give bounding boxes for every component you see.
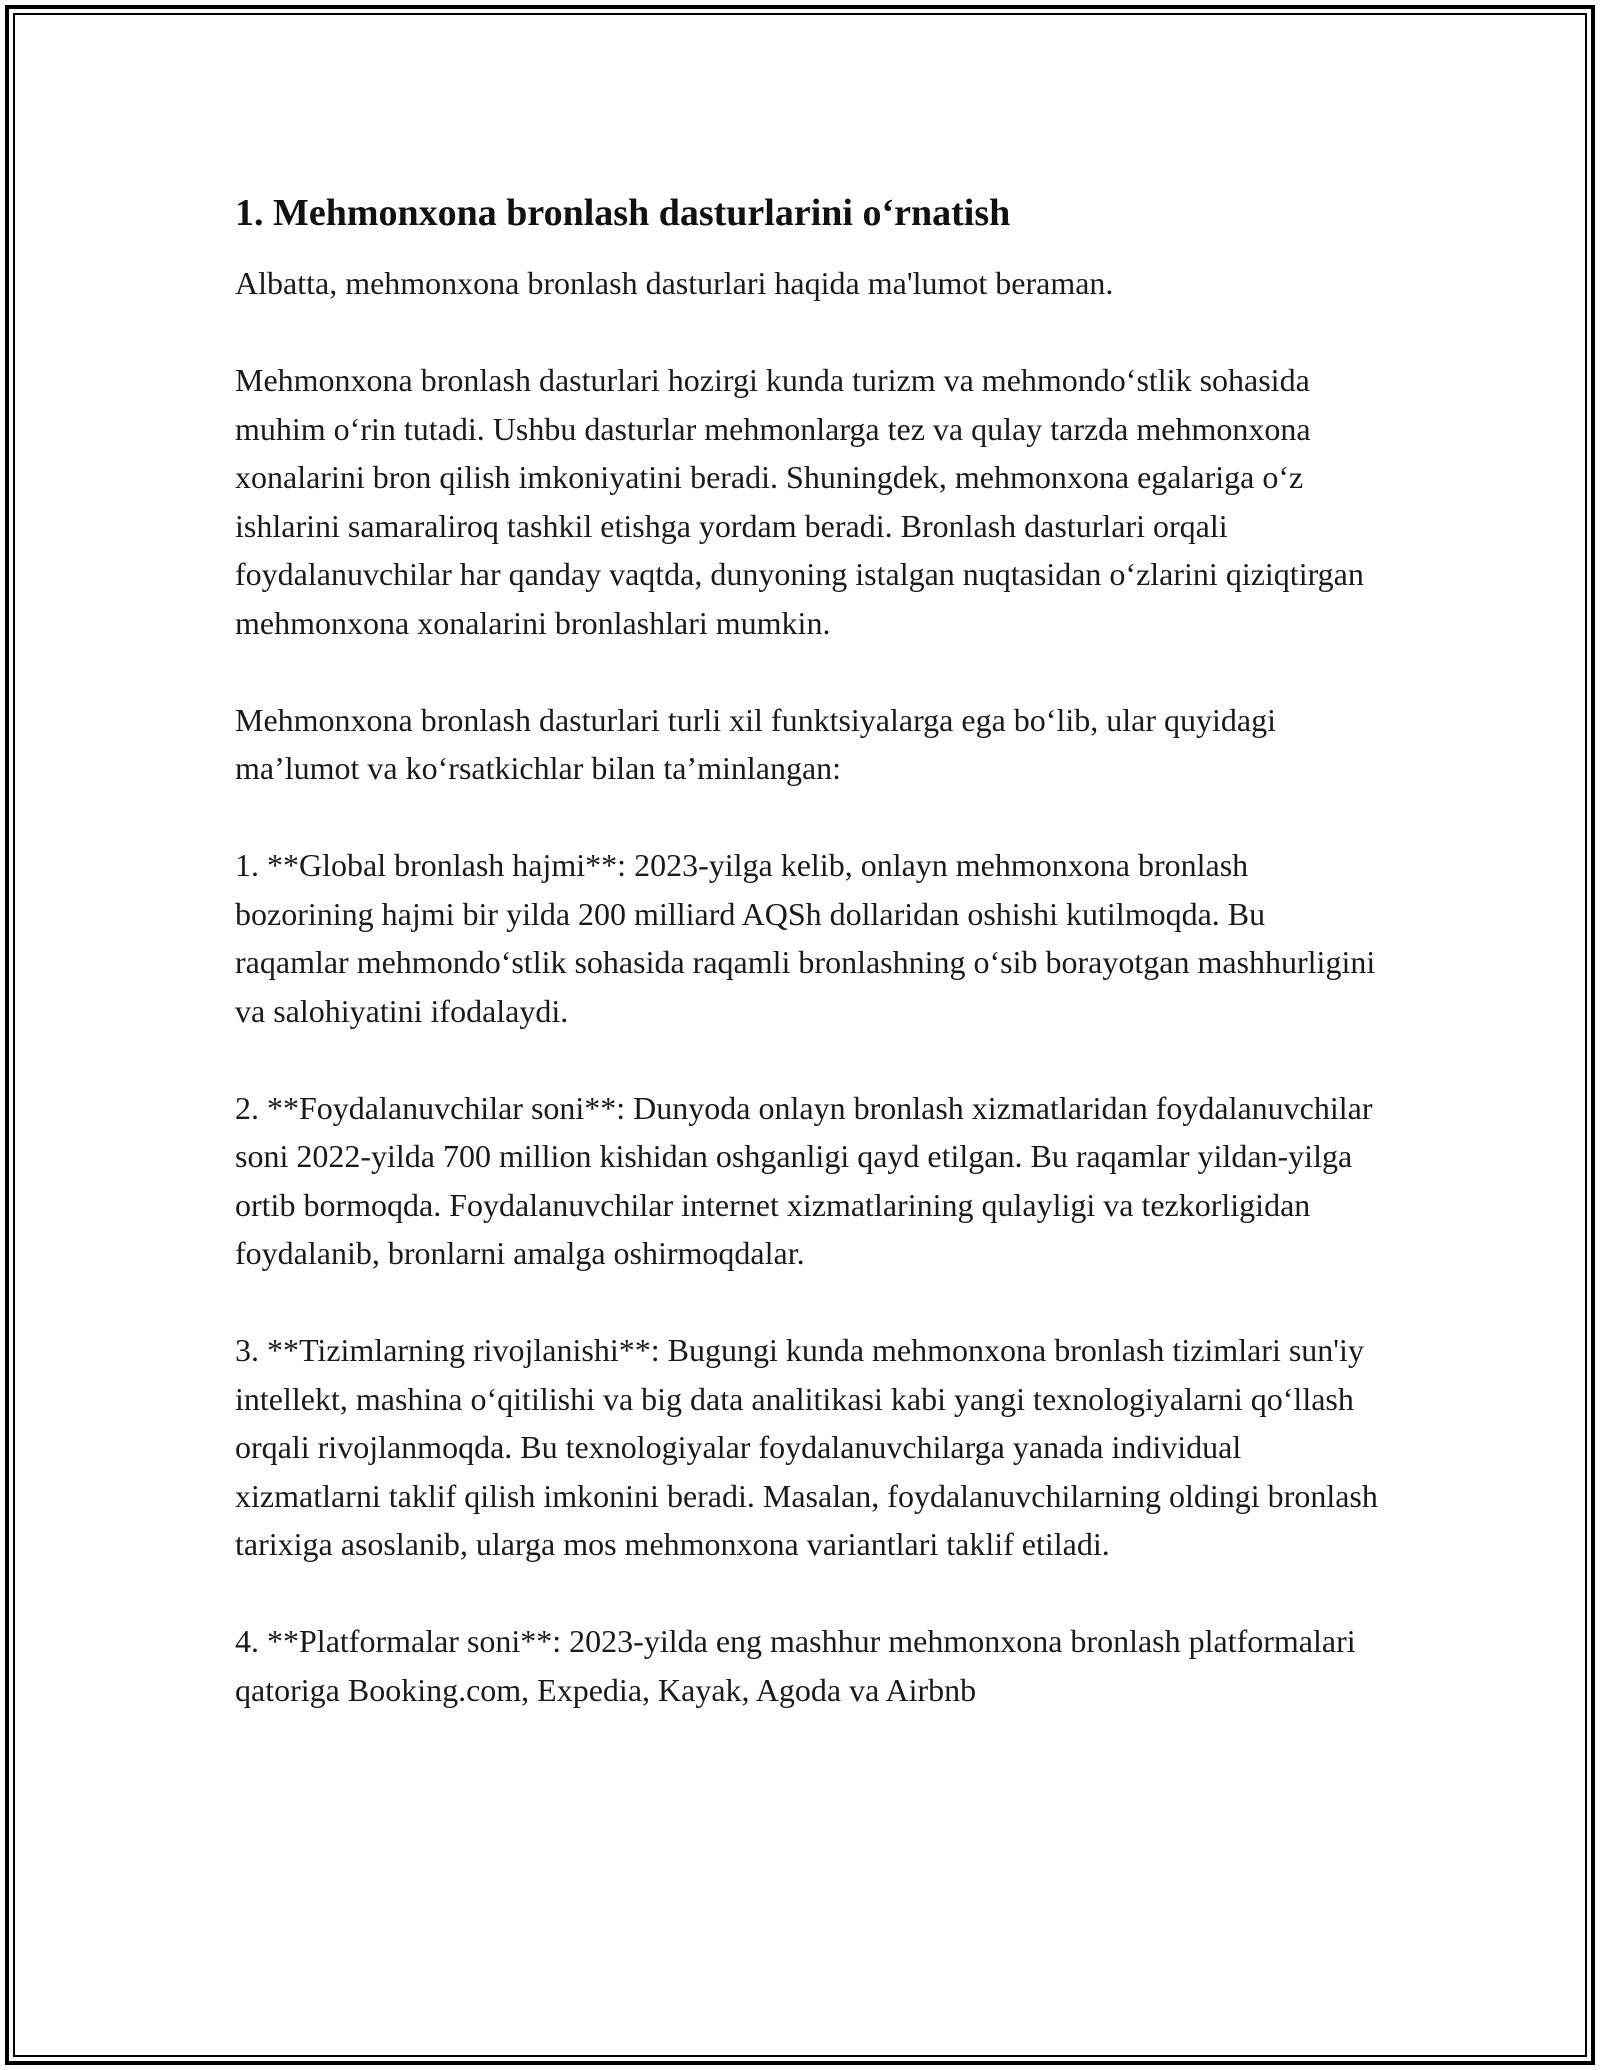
list-item-systems-development: 3. **Tizimlarning rivojlanishi**: Bugungi kunda mehmonxona bronlash tizimlari sun'iy intellekt, mashina o‘qitilishi va big data analitikasi kabi yangi texnologiyalarni qo‘llash orqali rivojlanmoqda. Bu texnologiyalar foydalanuvchilarga yanada individual xizmatlarni taklif qilish imkonini beradi. Masalan, foydalanuvchilarning oldingi bronlash tarixiga asoslanib, ularga mos mehmonxona variantlari taklif etiladi. xyxy=(235,1332,1378,1562)
features-intro-paragraph: Mehmonxona bronlash dasturlari turli xil funktsiyalarga ega bo‘lib, ular quyidagi ma’lumot va ko‘rsatkichlar bilan ta’minlangan: xyxy=(235,701,1276,786)
document-body xyxy=(235,185,1385,1714)
list-item-platform-count: 4. **Platformalar soni**: 2023-yilda eng mashhur mehmonxona bronlash platformalari qatoriga Booking.com, Expedia, Kayak, Agoda va Airbnb xyxy=(235,1623,1356,1708)
list-item-global-booking-volume: 1. **Global bronlash hajmi**: 2023-yilga kelib, onlayn mehmonxona bronlash bozorining hajmi bir yilda 200 milliard AQSh dollaridan oshishi kutilmoqda. Bu raqamlar mehmondo‘stlik sohasida raqamli bronlashning o‘sib borayotgan mashhurligini va salohiyatini ifodalaydi. xyxy=(235,847,1376,1029)
intro-paragraph: Albatta, mehmonxona bronlash dasturlari haqida ma'lumot beraman. xyxy=(235,265,1114,301)
list-item-user-count: 2. **Foydalanuvchilar soni**: Dunyoda onlayn bronlash xizmatlaridan foydalanuvchilar soni 2022-yilda 700 million kishidan oshganligi qayd etilgan. Bu raqamlar yildan-yilga ortib bormoqda. Foydalanuvchilar internet xizmatlarining qulayligi va tezkorligidan foydalanib, bronlarni amalga oshirmoqdalar. xyxy=(235,1089,1373,1271)
page-title: 1. Mehmonxona bronlash dasturlarini o‘rnatish xyxy=(235,192,1011,234)
overview-paragraph: Mehmonxona bronlash dasturlari hozirgi kunda turizm va mehmondo‘stlik sohasida muhim o‘rin tutadi. Ushbu dasturlar mehmonlarga tez va qulay tarzda mehmonxona xonalarini bron qilish imkoniyatini beradi. Shuningdek, mehmonxona egalariga o‘z ishlarini samaraliroq tashkil etishga yordam beradi. Bronlash dasturlari orqali foydalanuvchilar har qanday vaqtda, dunyoning istalgan nuqtasidan o‘zlarini qiziqtirgan mehmonxona xonalarini bronlashlari mumkin. xyxy=(235,362,1364,641)
